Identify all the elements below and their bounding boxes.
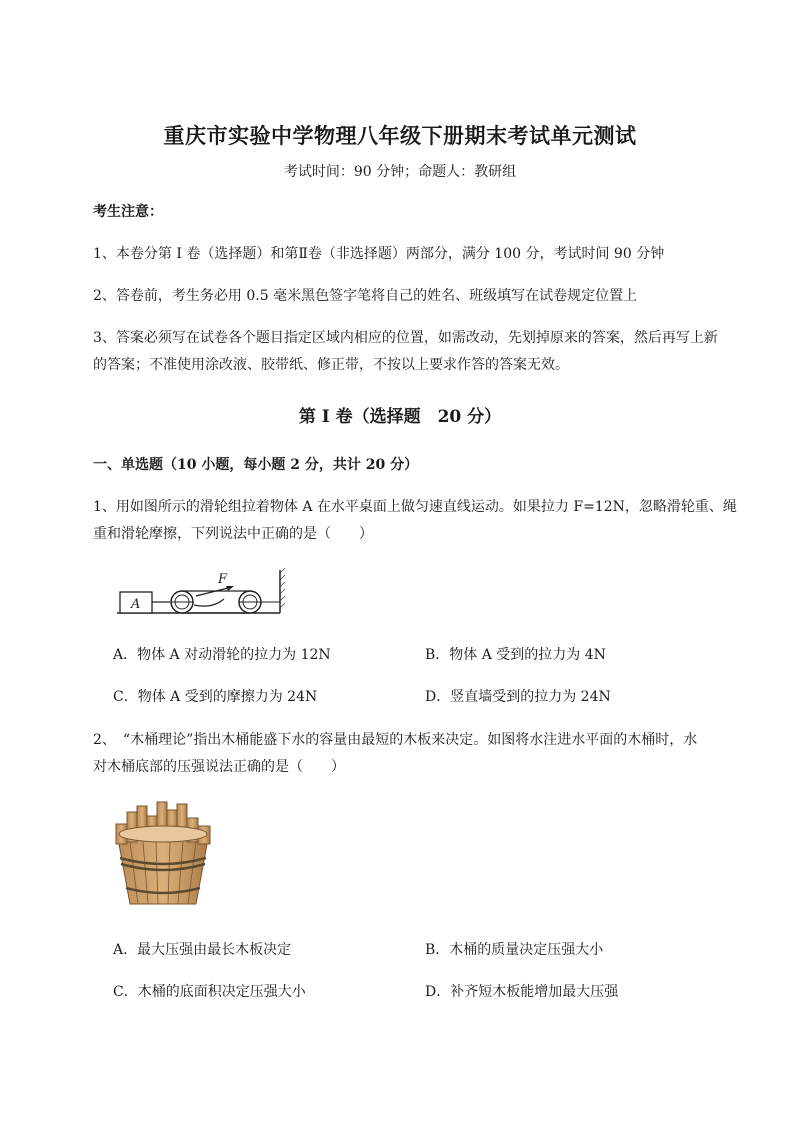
- section-title: 第 I 卷（选择题 20 分）: [298, 407, 502, 427]
- q1-option-c[interactable]: C．物体 A 受到的摩擦力为 24N: [113, 689, 318, 705]
- q2-option-b[interactable]: B．木桶的质量决定压强大小: [425, 942, 604, 958]
- notice-heading: 考生注意：: [93, 204, 163, 220]
- q2-stem-line-1: 2、 “木桶理论”指出木桶能盛下水的容量由最短的木板来决定。如图将水注进水平面的木桶时，水: [93, 732, 698, 748]
- q1-stem-line-1: 1、用如图所示的滑轮组拉着物体 A 在水平桌面上做匀速直线运动。如果拉力 F=12N，忽略滑轮重、绳: [93, 499, 737, 515]
- force-label: F: [218, 572, 228, 587]
- q2-stem-line-2: 对木桶底部的压强说法正确的是（ ）: [93, 759, 345, 775]
- notice-item-2: 2、答卷前，考生务必用 0.5 毫米黑色签字笔将自己的姓名、班级填写在试卷规定位置上: [93, 288, 638, 304]
- notice-item-3-line-2: 的答案；不准使用涂改液、胶带纸、修正带，不按以上要求作答的答案无效。: [93, 357, 569, 373]
- notice-item-3-line-1: 3、答案必须写在试卷各个题目指定区域内相应的位置，如需改动，先划掉原来的答案，然后再写上新: [93, 330, 718, 346]
- q1-option-d[interactable]: D．竖直墙受到的拉力为 24N: [425, 689, 611, 705]
- page-title: 重庆市实验中学物理八年级下册期末考试单元测试: [163, 123, 637, 148]
- q2-option-c[interactable]: C．木桶的底面积决定压强大小: [113, 984, 306, 1000]
- q1-option-a[interactable]: A．物体 A 对动滑轮的拉力为 12N: [113, 647, 331, 663]
- pulley-figure: [112, 565, 287, 620]
- page-subtitle: 考试时间：90 分钟；命题人：教研组: [283, 164, 517, 180]
- q2-option-d[interactable]: D．补齐短木板能增加最大压强: [425, 984, 619, 1000]
- notice-item-1: 1、本卷分第 I 卷（选择题）和第Ⅱ卷（非选择题）两部分，满分 100 分，考试时间 90 分钟: [93, 246, 665, 262]
- q1-stem-line-2: 重和滑轮摩擦，下列说法中正确的是（ ）: [93, 526, 373, 542]
- q1-option-b[interactable]: B．物体 A 受到的拉力为 4N: [425, 647, 606, 663]
- part-heading: 一、单选题（10 小题，每小题 2 分，共计 20 分）: [93, 457, 419, 473]
- wooden-bucket-figure: [108, 800, 218, 912]
- q2-option-a[interactable]: A．最大压强由最长木板决定: [113, 942, 292, 958]
- block-a-label: A: [131, 597, 141, 612]
